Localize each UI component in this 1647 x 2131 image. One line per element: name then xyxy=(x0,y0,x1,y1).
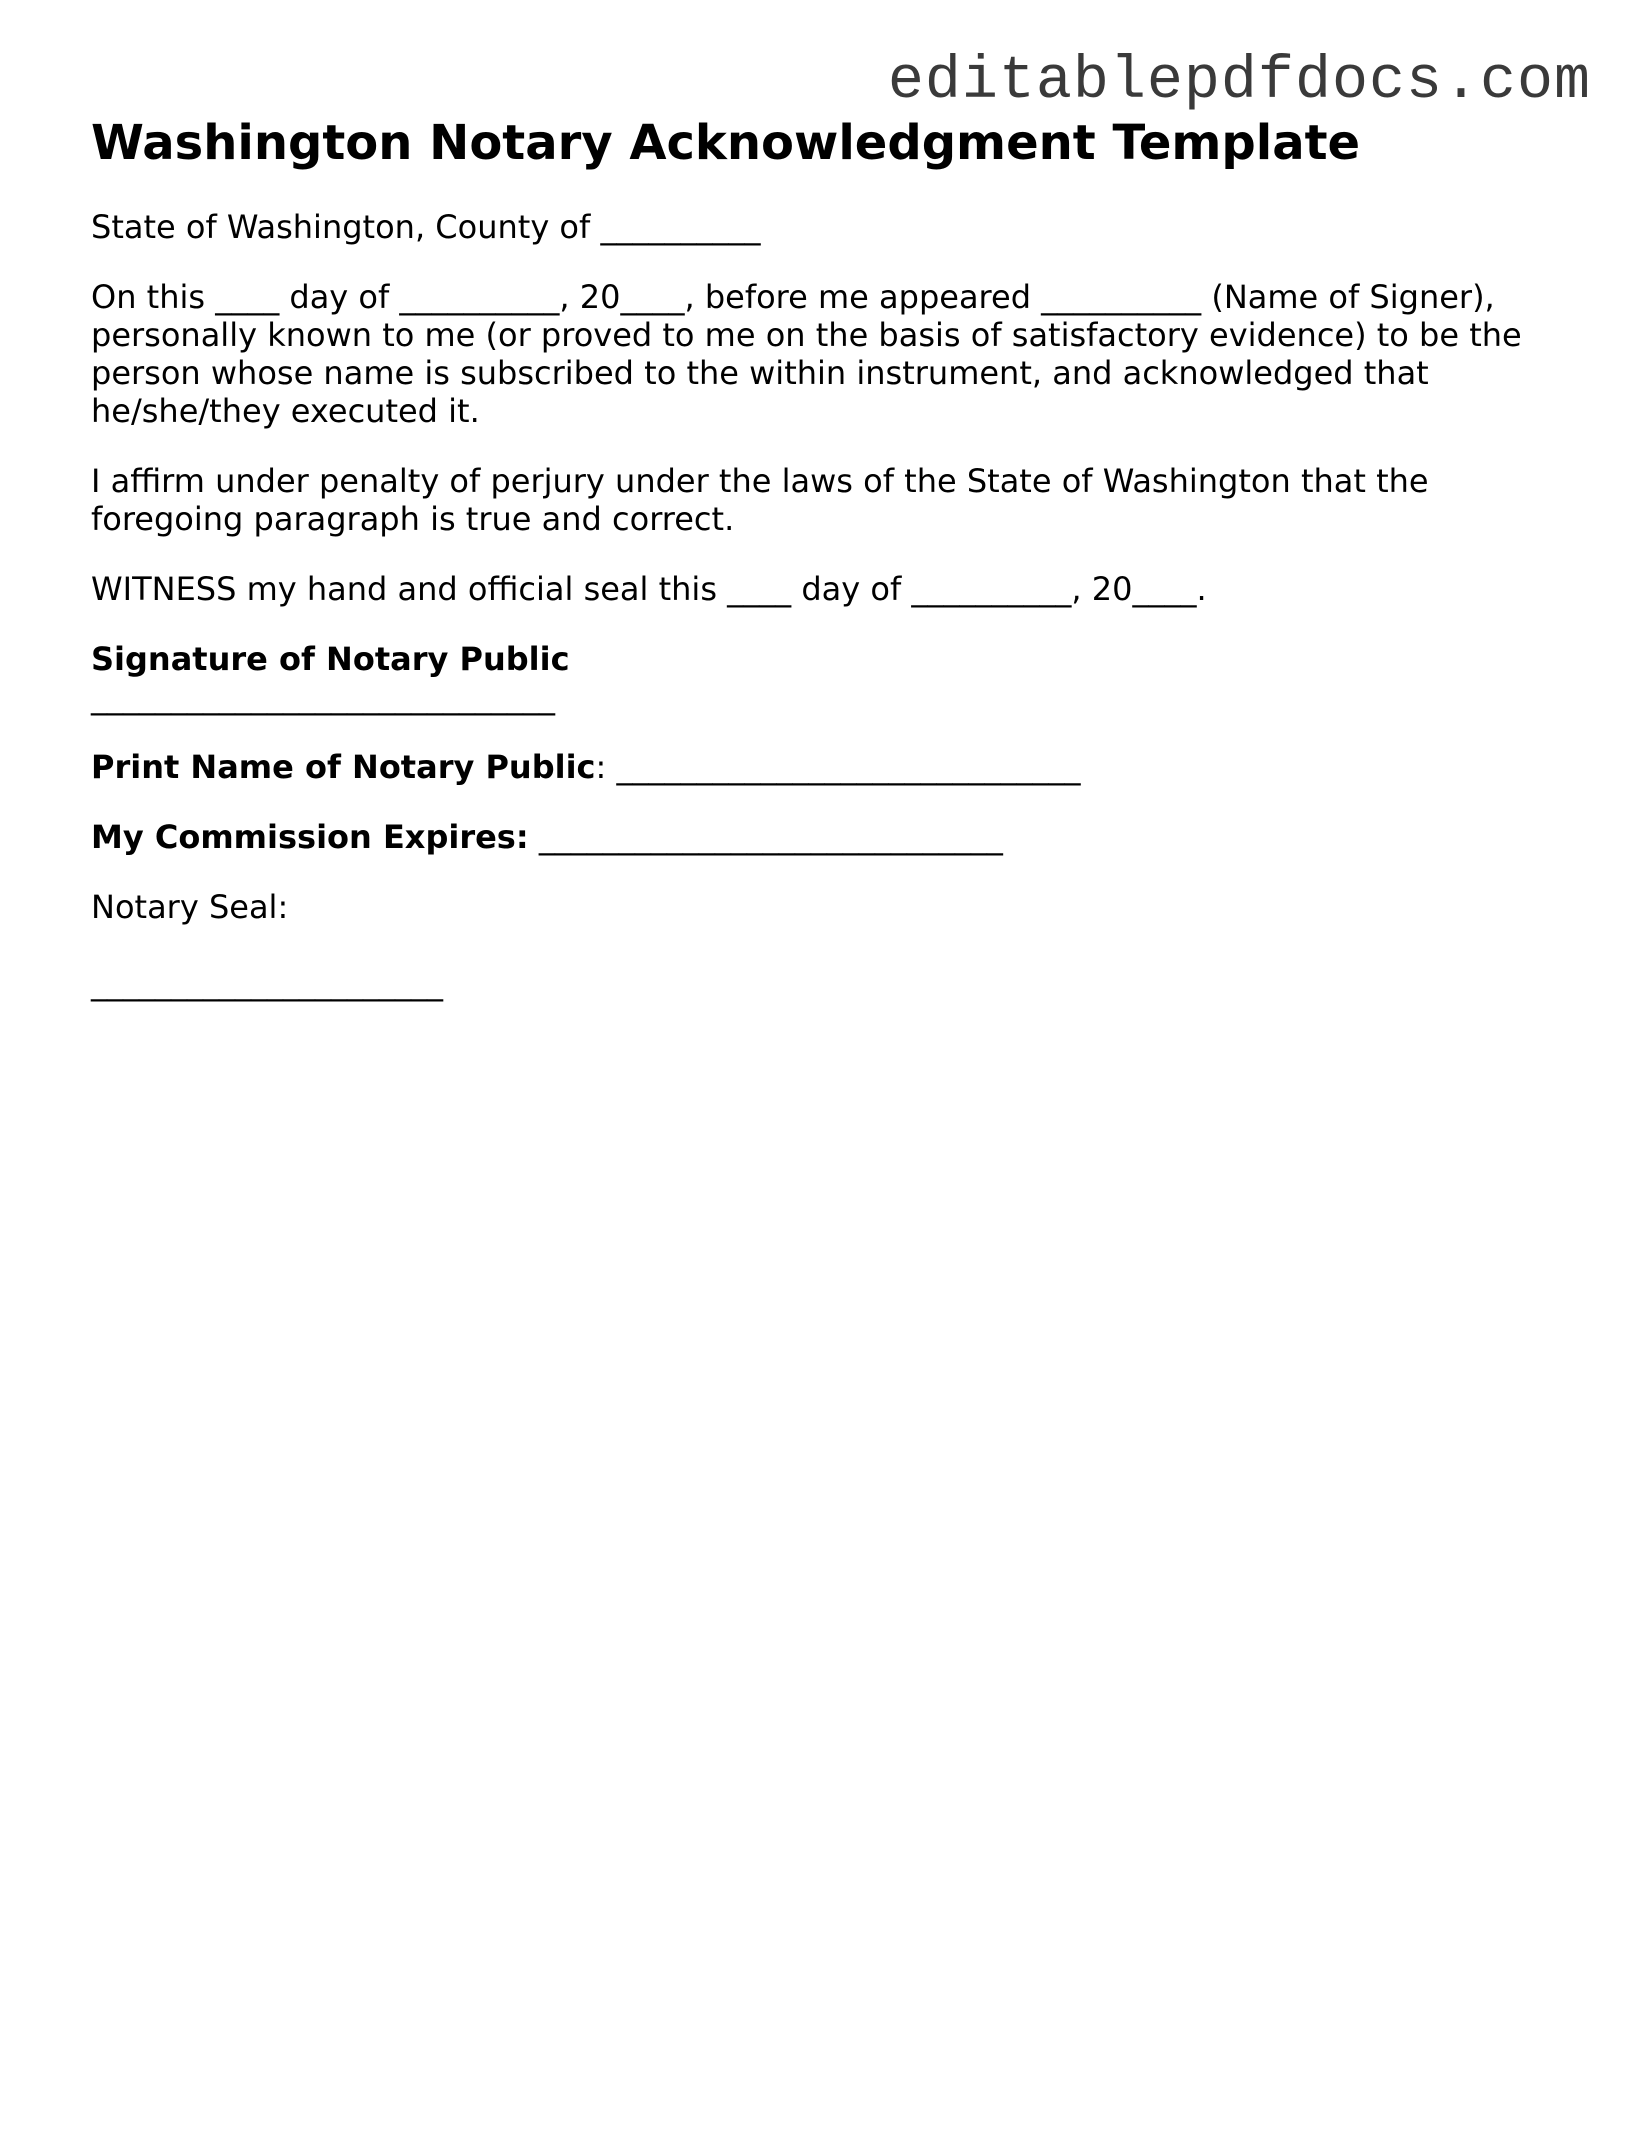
watermark: editablepdfdocs.com xyxy=(887,48,1591,116)
commission-label: My Commission Expires: xyxy=(91,818,529,856)
seal-label: Notary Seal: xyxy=(91,888,289,926)
signature-line[interactable]: _____________________________ xyxy=(91,678,555,716)
seal-line[interactable]: ______________________ xyxy=(91,964,443,1002)
acknowledgment-paragraph: On this ____ day of __________, 20____, before me appeared __________ (Name of Signer), personally known to me (or proved to me on the basis of satisfactory evidence) to be the person whose name is subscribed to the within instrument, and acknowledged that he/she/they executed it. xyxy=(91,278,1522,430)
state-county-line: State of Washington, County of __________ xyxy=(91,208,761,246)
witness-line: WITNESS my hand and official seal this ____ day of __________, 20____. xyxy=(91,570,1207,608)
document-title: Washington Notary Acknowledgment Template xyxy=(91,115,1361,171)
commission-field[interactable]: _____________________________ xyxy=(528,818,1003,856)
print-name-label: Print Name of Notary Public xyxy=(91,748,596,786)
print-name-row xyxy=(91,748,1571,786)
signature-label: Signature of Notary Public xyxy=(91,640,570,678)
affirmation-paragraph: I affirm under penalty of perjury under the laws of the State of Washington that the foregoing paragraph is true and correct. xyxy=(91,462,1429,538)
commission-row xyxy=(91,818,1571,856)
print-name-field[interactable]: : _____________________________ xyxy=(595,748,1081,786)
document-body xyxy=(91,112,1571,1002)
